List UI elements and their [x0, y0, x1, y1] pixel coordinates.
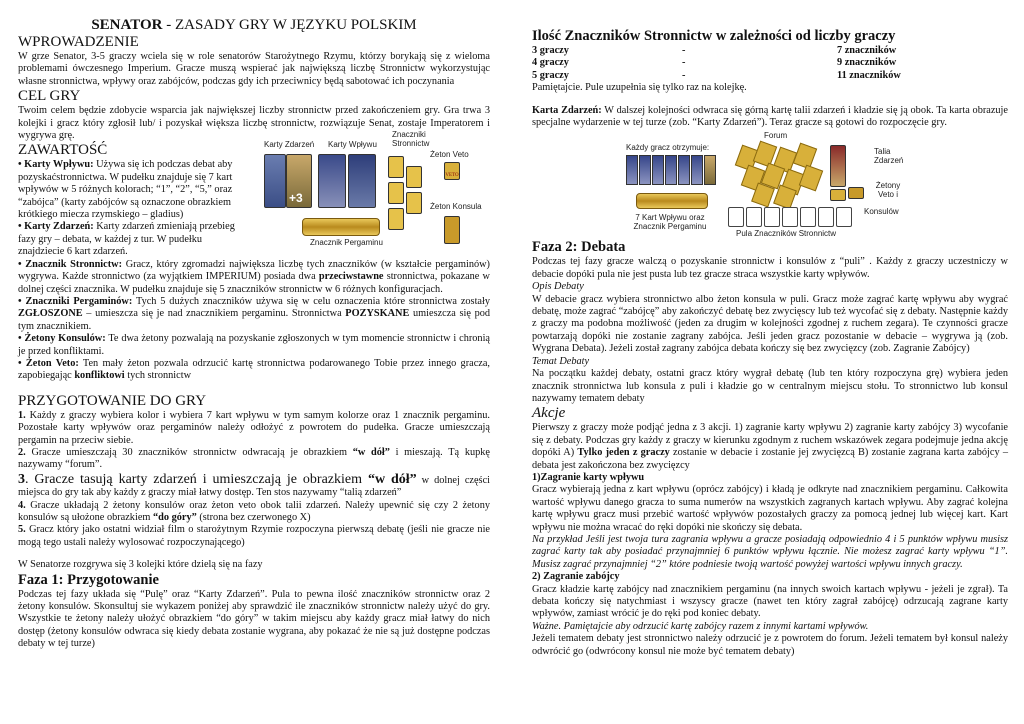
caption-konsulow: Konsulów: [864, 207, 899, 217]
paragraph-odrzucenie: Jeżeli tematem debaty jest stronnictwo należy odrzucić je z powrotem do forum. Jeżeli tematem był konsul należy odwrócić go (odwrócony konsul nie może być tematem debaty): [532, 633, 1008, 657]
section-heading-wprowadzenie: WPROWADZENIE: [18, 34, 139, 50]
paragraph-wazne: Ważne. Pamiętajcie aby odrzucić kartę zabójcy razem z innymi kartami wpływów.: [532, 620, 869, 632]
caption-forum: Forum: [764, 131, 788, 141]
paragraph-faza1: Podczas tej fazy układa się “Pulę” oraz “Karty Zdarzeń”. Pula to pewna ilość znaczników stronnictw oraz 2 żetony konsulów. Skonsultuj sie wykazem poniżej aby sprawdzić ile znaczników stronnictw należy użyć do gry. Wszystkie te żetony należy ułożyć obrazkiem “do góry” w takim miejscu aby każdy gracz miał łatwy do nich dostęp (żetony konsulów odwraca się kiedy debata zostanie wygrana, aby pokazać że nie są już dostępne podczas debaty w tej turze): [18, 588, 490, 650]
section-heading-cel: CEL GRY: [18, 88, 81, 105]
item-zetony-konsulow: • Żetony Konsulów: Te dwa żetony pozwalają na pozyskanie zgłoszonych w tym momencie stronnictw i chronią je przed konfliktami.: [18, 333, 490, 357]
caption-zetony-veto: Żetony Veto i: [875, 181, 901, 200]
subheading-temat-debaty: Temat Debaty: [532, 355, 590, 367]
faction-marker-image: [388, 208, 404, 230]
paragraph-faza2: Podczas tej fazy gracze walczą o pozyskanie stronnictw i konsulów z “puli” . Każdy z graczy uczestniczy w debacie dopóki pula nie jest pusta lub tez gracze straca wszystkie karty wpływów.: [532, 256, 1008, 280]
player-scroll-image: [636, 193, 708, 209]
section-heading-ilosc: Ilość Znaczników Stronnictw w zależności od liczby graczy: [532, 28, 896, 44]
player-count-table: [532, 45, 1008, 82]
paragraph-akcje: Pierwszy z graczy może podjąć jedna z 3 akcji. 1) zagranie karty wpływu 2) zagranie karty zabójcy 3) wycofanie się z debaty. Podczas gry każdy z graczy w kierunku zgodnym z ruchem wskazówek zegara podejmuje jedna akcję dopóki A) Tylko jeden z graczy zostanie w debacie i zostanie jej zwycięzcą B) zostanie zagrana karta zabójcy – debata jest zakończona bez zwycięzcy: [532, 422, 1008, 471]
caption-7-kart: 7 Kart Wpływu oraz Znacznik Pergaminu: [633, 213, 707, 232]
paragraph-cel: Twoim celem będzie zdobycie wsparcia jak największej liczby stronnictw przed zakończeniem gry. Gra trwa 3 kolejki i gracz który zgłosił lub/ i pozyskał większa liczbę stronnictw, rozwiązuje Senat, zostaje Imperatorem i wygrywa grę.: [18, 105, 490, 142]
step-1: 1. Każdy z graczy wybiera kolor i wybiera 7 kart wpływu w tym samym kolorze oraz 1 znacznik pergaminu. Pozostałe karty wpływów oraz pergaminów należy odłożyć z powrotem do pudełka. Gracze umieszczają pergamin na przeciw siebie.: [18, 409, 490, 446]
caption-zeton-veto: Żeton Veto: [430, 150, 469, 160]
paragraph-opis: W debacie gracz wybiera stronnictwo albo żeton konsula w puli. Gracz może zagrać kartę wpływu aby wygrać debatę, może zagrać “zabójcę” aby zakończyć debatę bez zwycięscy lub też wycofać się z debaty. Następnie każdy z graczy ma podobna możliwość (jeden za drugim w kolejności zgodnej z ruchem zegara). Te czynności gracze powtarzają dopóki nie zostanie zagrany zabójca. Jeśli jeden gracz pozostanie w debacie – wygrywa ją (zob. Wygrana Debata). Jeżeli został zagrany zabójca debata kończy się bez zwycięzcy (zob. Zagranie Zabójcy): [532, 293, 1008, 355]
table-row: 5 graczy - 11 znaczników: [532, 69, 901, 81]
faction-pool-image: [728, 207, 858, 229]
paragraph-wprowadzenie: W grze Senator, 3-5 graczy wciela się w role senatorów Starożytnego Rzymu, którzy borykają się z wieloma problemami ówczesnego Imperium. Gracze muszą wspierać jak największą liczbę Stronnictw wykorzystując własne stronnictwa, wpływy oraz zabójców, podczas gdy ich przeciwnicy będą sabotować ich poczynania: [18, 51, 490, 87]
player-cards-image: [626, 155, 716, 185]
caption-pula: Pula Znaczników Stronnictw: [736, 229, 837, 239]
caption-karty-wplywu: Karty Wpływu: [328, 140, 377, 150]
setup-figure: [532, 129, 1008, 239]
caption-znacznik-pergaminu: Znacznik Pergaminu: [310, 238, 383, 248]
right-column: [532, 0, 1008, 658]
section-heading-akcje: Akcje: [532, 405, 566, 422]
section-heading-przygotowanie: PRZYGOTOWANIE DO GRY: [18, 392, 207, 409]
step-5: 5. Gracz który jako ostatni widział film o starożytnym Rzymie rozpoczyna pierwszą debatę (jeśli nie gracze nie mogą tego ustali należy wylosować rozpoczynającego): [18, 524, 490, 548]
subheading-zagranie-wplywu: 1)Zagranie karty wpływu: [532, 471, 645, 483]
paragraph-pamietajcie: Pamiętajcie. Pule uzupełnia się tylko raz na kolejkę.: [532, 82, 747, 94]
event-card-image: [264, 154, 286, 208]
item-znaczniki-stronnictw: • Znacznik Stronnictw: Gracz, który zgromadzi największa liczbę tych znaczników (w kształcie pergaminów) wygrywa. Każde stronnictwo (za wyjątkiem IMPERIUM) posiada dwa przeciwstawne stronnictwa, pokazane w dolnej części znacznika. W pudełku znajduje się 5 znaczników stronnictw w 6 różnych konfiguracjach.: [18, 258, 490, 295]
paragraph-zagranie-wplywu: Gracz wybierają jedna z kart wpływu (oprócz zabójcy) i kładą je odkryte nad znacznikiem pergaminu. Całkowita wartość wpływu danego gracza to suma numerów na wszystkich zagranych kartach wpływu. Aby zagrać kolejna kartę wpływu gracz musi przebić wartość wpływów pozostałych graczy za pomocą jednej lub więcej kart. Kart wpływu nie można wracać do ręki dopóki nie skończy się debata.: [532, 484, 1008, 533]
consul-token-image: [444, 216, 460, 244]
section-heading-zawartosc: ZAWARTOŚĆ: [18, 142, 108, 159]
influence-card-image: [348, 154, 376, 208]
faction-marker-image: [388, 182, 404, 204]
paragraph-przyklad: Na przykład Jeśli jest twoja tura zagrania wpływu a gracze posiadają odpowiednio 4 i 5 punktów wpływu musisz zagrać karty tak aby posiadać przynajmniej 6 punktów wpływu łącznie. Nie możesz zagrać karty wpływu “1”. Musisz zagrać przynajmniej “2” które podniesie twoją wartość powyżej wartości wpływu innych graczy.: [532, 533, 1008, 570]
subheading-zagranie-zabojcy: 2) Zagranie zabójcy: [532, 571, 620, 583]
item-karty-wplywu: • Karty Wpływu: Używa się ich podczas debat aby pozyskaćstronnictwa. W pudełku znajduje się 7 kart wpływów w 5 różnych kolorach; “1”, “2”, “5,” oraz “zabójca” (karty zabójców są oznaczone obrazkiem krótkiego miecza rzymskiego – gladius): [18, 159, 233, 221]
zawartosc-section: [18, 130, 491, 382]
caption-znaczniki-stronnictw: Znaczniki Stronnictw: [392, 130, 430, 149]
section-heading-faza1: Faza 1: Przygotowanie: [18, 571, 159, 588]
item-zeton-veto: • Żeton Veto: Ten mały żeton pozwala odrzucić kartę stronnictwa podarowanego Tobie przez innego gracza, zapobiegając konfliktowi tych stronnictw: [18, 357, 490, 382]
step-2: 2. Gracze umieszczają 30 znaczników stronnictw odwracają je obrazkiem “w dół” i mieszają. Tą kupkę nazywamy “forum”.: [18, 446, 490, 471]
zawartosc-list-top: [18, 159, 240, 258]
caption-zeton-konsula: Żeton Konsula: [430, 202, 482, 212]
caption-karty-zdarzen: Karty Zdarzeń: [264, 140, 315, 150]
veto-token-image: VETO: [444, 162, 460, 180]
caption-kazdy-gracz: Każdy gracz otrzymuje:: [626, 143, 710, 153]
paragraph-temat: Na początku każdej debaty, ostatni gracz który wygrał debatę (lub ten który rozpoczyna grę) wybiera jeden znacznik stronnictwa lub konsula z puli i kładzie go w centralnym miejscu stołu. To stronnictwo lub konsul nazywamy tematem debaty: [532, 368, 1008, 404]
item-znaczniki-pergaminow: • Znaczniki Pergaminów: Tych 5 dużych znaczników używa się w celu oznaczenia które stronnictwa zostały ZGŁOSZONE – umieszcza się je nad znacznikiem pergaminu. Stronnictwa POZYSKANE umieszcza się pod tym znacznikiem.: [18, 295, 491, 332]
left-column: [18, 0, 490, 651]
event-card-image: +3: [286, 154, 312, 208]
faction-marker-image: [388, 156, 404, 178]
step-4: 4. Gracze układają 2 żetony konsulów oraz żeton veto obok talii zdarzeń. Należy upewnić się czy 2 żetony konsulów są ułożone obrazkiem “do góry” (strona bez czerwonego X): [18, 499, 490, 523]
section-heading-faza2: Faza 2: Debata: [532, 239, 626, 256]
components-figure: [258, 132, 490, 262]
subheading-opis-debaty: Opis Debaty: [532, 281, 584, 293]
paragraph-senatorze: W Senatorze rozgrywa się 3 kolejki które dzielą się na fazy: [18, 559, 263, 571]
consul-token-image: [848, 187, 864, 199]
item-karty-zdarzen: • Karty Zdarzeń: Karty zdarzeń zmieniają przebieg fazy gry – debata, w każdej z tur. W pudełku znajdziecie 6 kart zdarzeń.: [18, 221, 235, 258]
faction-marker-image: [406, 166, 422, 188]
table-row: 4 graczy - 9 znaczników: [532, 57, 897, 69]
paragraph-zagranie-zabojcy: Gracz kładzie kartę zabójcy nad znacznikiem pergaminu (na innych swoich kartach wpływu - jeżeli je zgrał). Ta debata kończy się natychmiast i wszyscy gracze (nawet ten który zagrał zabójcę) odrzucają zagrane karty wpływów, zamiast wrócić je do ręki pod koniec debaty.: [532, 583, 1008, 620]
step-3: 3. Gracze tasują karty zdarzeń i umieszczają je obrazkiem “w dół” w dolnej części miejsca do gry tak aby każdy z graczy miał łatwy dostęp. Ten stos nazywamy “talią zdarzeń”: [18, 471, 490, 499]
table-row: 3 graczy - 7 znaczników: [532, 45, 897, 56]
paragraph-karta-zdarzen: Karta Zdarzeń: W dalszej kolejności odwraca się górną kartę talii zdarzeń i kładzie się ją obok. Ta karta obrazuje specjalne wydarzenie w tej turze (zob. “Karty Zdarzeń”). Teraz gracze są gotowi do rozpoczęcie gry.: [532, 104, 1008, 129]
caption-talia-zdarzen: Talia Zdarzeń: [874, 147, 904, 166]
document-title: SENATOR - ZASADY GRY W JĘZYKU POLSKIM: [91, 17, 417, 33]
scroll-marker-image: [302, 218, 380, 236]
event-deck-image: [830, 145, 846, 187]
influence-card-image: [318, 154, 346, 208]
veto-token-image: [830, 189, 846, 201]
forum-pile-image: [732, 141, 824, 205]
faction-marker-image: [406, 192, 422, 214]
